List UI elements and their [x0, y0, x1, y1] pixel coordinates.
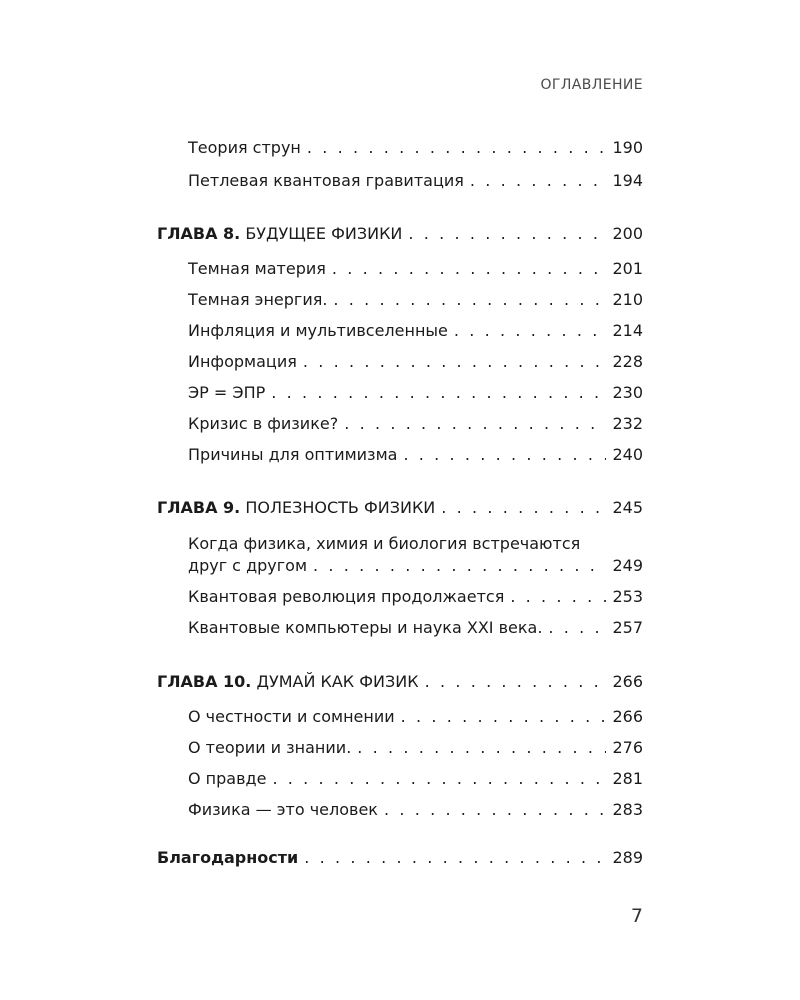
toc-entry-optimism[interactable] — [188, 445, 643, 465]
toc-entry-title: Квантовая революция продолжается — [188, 587, 505, 606]
toc-entry-title-line1[interactable]: Когда физика, химия и биология встречаются — [188, 534, 581, 553]
toc-entry-title: Темная энергия. — [188, 290, 328, 309]
chapter-name: ПОЛЕЗНОСТЬ ФИЗИКИ — [240, 498, 436, 517]
dot-leader — [303, 352, 607, 372]
toc-entry-page: 232 — [612, 414, 643, 433]
dot-leader — [454, 321, 607, 341]
toc-entry-information[interactable] — [188, 352, 643, 372]
dot-leader — [470, 171, 607, 191]
dot-leader — [548, 618, 606, 638]
toc-entry-page: 214 — [612, 321, 643, 340]
toc-chapter-8[interactable] — [157, 224, 643, 244]
toc-entry-page: 266 — [612, 672, 643, 691]
toc-entry-page: 194 — [612, 171, 643, 190]
toc-entry-title: друг с другом — [188, 556, 308, 575]
toc-entry-page: 240 — [612, 445, 643, 464]
dot-leader — [425, 672, 607, 692]
toc-entry-title: Квантовые компьютеры и наука XXI века. — [188, 618, 543, 637]
toc-entry-truth[interactable] — [188, 769, 643, 789]
toc-entry-title: Теория струн — [188, 138, 301, 157]
dot-leader — [304, 848, 606, 868]
running-head: ОГЛАВЛЕНИЕ — [540, 77, 643, 93]
toc-entry-dark-energy[interactable] — [188, 290, 643, 310]
toc-entry-page: 249 — [612, 556, 643, 575]
toc-chapter-title — [157, 224, 402, 244]
toc-entry-title: О правде — [188, 769, 267, 788]
chapter-name: БУДУЩЕЕ ФИЗИКИ — [240, 224, 403, 243]
toc-entry-dark-matter[interactable] — [188, 259, 643, 279]
page-number: 7 — [630, 905, 643, 927]
toc-chapter-title — [157, 672, 419, 692]
dot-leader — [510, 587, 606, 607]
toc-chapter-9[interactable] — [157, 498, 643, 518]
toc-entry-page: 200 — [612, 224, 643, 243]
dot-leader — [357, 738, 606, 758]
toc-entry-page: 230 — [612, 383, 643, 402]
toc-entry-honesty-doubt[interactable] — [188, 707, 643, 727]
toc-entry-title: О теории и знании. — [188, 738, 352, 757]
dot-leader — [401, 707, 607, 727]
toc-entry-page: 289 — [612, 848, 643, 867]
toc-entry-page: 253 — [612, 587, 643, 606]
toc-entry-acknowledgements[interactable] — [157, 848, 643, 868]
dot-leader — [333, 290, 606, 310]
toc-entry-page: 283 — [612, 800, 643, 819]
toc-entry-page: 281 — [612, 769, 643, 788]
toc-entry-title: Благодарности — [157, 848, 299, 867]
toc-entry-title: О честности и сомнении — [188, 707, 395, 726]
toc-entry-crisis[interactable] — [188, 414, 643, 434]
dot-leader — [403, 445, 606, 465]
toc-entry-page: 228 — [612, 352, 643, 371]
toc-entry-page: 201 — [612, 259, 643, 278]
toc-entry-title: Кризис в физике? — [188, 414, 339, 433]
dot-leader — [313, 556, 606, 576]
toc-entry-string-theory[interactable] — [188, 138, 643, 158]
chapter-label: ГЛАВА 10. — [157, 672, 252, 691]
dot-leader — [272, 769, 606, 789]
dot-leader — [271, 383, 606, 403]
dot-leader — [441, 498, 606, 518]
toc-entry-page: 210 — [612, 290, 643, 309]
chapter-name: ДУМАЙ КАК ФИЗИК — [251, 672, 419, 691]
toc-entry-inflation[interactable] — [188, 321, 643, 341]
toc-entry-title: Темная материя — [188, 259, 326, 278]
dot-leader — [332, 259, 607, 279]
dot-leader — [408, 224, 606, 244]
toc-entry-page: 190 — [612, 138, 643, 157]
toc-chapter-title — [157, 498, 435, 518]
toc-entry-title: Петлевая квантовая гравитация — [188, 171, 464, 190]
toc-entry-title: ЭР = ЭПР — [188, 383, 266, 402]
toc-entry-er-epr[interactable] — [188, 383, 643, 403]
dot-leader — [344, 414, 606, 434]
chapter-label: ГЛАВА 8. — [157, 224, 241, 243]
toc-entry-title: Причины для оптимизма — [188, 445, 398, 464]
toc-entry-loop-quantum-gravity[interactable] — [188, 171, 643, 191]
toc-entry-page: 245 — [612, 498, 643, 517]
toc-entry-page: 276 — [612, 738, 643, 757]
toc-entry-physics-chemistry-biology[interactable] — [188, 556, 643, 576]
toc-entry-theory-knowledge[interactable] — [188, 738, 643, 758]
toc-entry-title: Физика — это человек — [188, 800, 378, 819]
dot-leader — [307, 138, 607, 158]
toc-entry-page: 266 — [612, 707, 643, 726]
toc-entry-quantum-revolution[interactable] — [188, 587, 643, 607]
toc-chapter-10[interactable] — [157, 672, 643, 692]
toc-entry-quantum-computers[interactable] — [188, 618, 643, 638]
toc-entry-title: Инфляция и мультивселенные — [188, 321, 448, 340]
toc-entry-physics-is-human[interactable] — [188, 800, 643, 820]
toc-entry-page: 257 — [612, 618, 643, 637]
toc-entry-title: Информация — [188, 352, 297, 371]
dot-leader — [384, 800, 607, 820]
chapter-label: ГЛАВА 9. — [157, 498, 241, 517]
